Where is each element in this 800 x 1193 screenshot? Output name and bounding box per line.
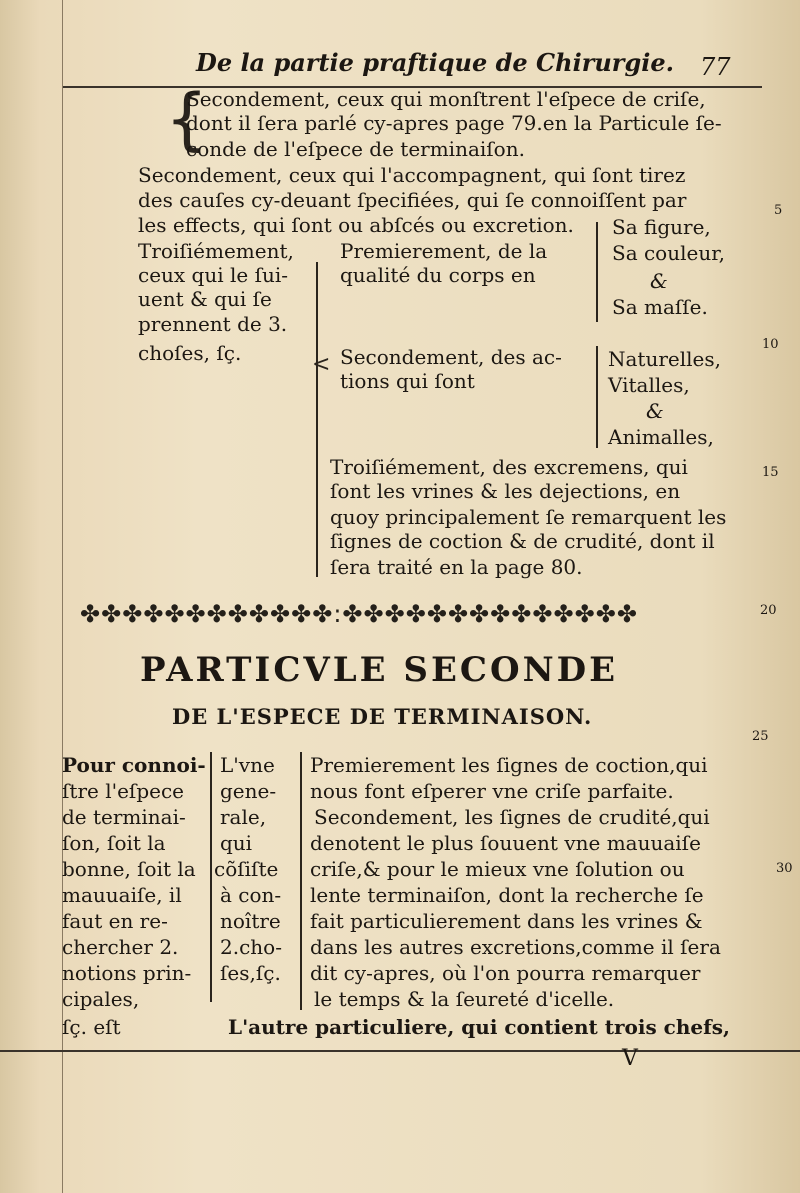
lower-left-8: chercher 2. [62, 935, 179, 959]
action-2: Vitalles, [608, 373, 690, 397]
upper-left-4: prennent de 3. [138, 312, 288, 336]
first-label-2: qualité du corps en [340, 263, 536, 287]
lower-right-10: le temps & la ſeureté d'icelle. [314, 987, 615, 1011]
upper-left-1: Troiſiémement, [138, 239, 294, 263]
upper-left-5: choſes, ſç. [138, 341, 242, 365]
lower-last-line: L'autre particuliere, qui contient trois chefs, [228, 1015, 730, 1039]
lower-left-1: Pour connoi- [62, 753, 206, 777]
third-4: ſignes de coction & de crudité, dont il [330, 529, 715, 553]
lower-mid-9: ſes,ſç. [220, 961, 281, 985]
brace-lower-right [300, 752, 302, 1010]
lower-mid-4: qui [220, 831, 253, 855]
lower-right-2: nous font eſperer vne criſe parfaite. [310, 779, 674, 803]
third-3: quoy principalement ſe remarquent les [330, 505, 727, 529]
lower-right-1: Premierement les ſignes de coction,qui [310, 753, 708, 777]
action-1: Naturelles, [608, 347, 721, 371]
lower-right-5: criſe,& pour le mieux vne ſolution ou [310, 857, 685, 881]
upper-left-3: uent & qui ſe [138, 287, 272, 311]
second-label-1: Secondement, des ac- [340, 345, 562, 369]
quality-4: Sa maſſe. [612, 295, 708, 319]
lower-mid-2: gene- [220, 779, 277, 803]
lower-left-4: ſon, ſoit la [62, 831, 166, 855]
lower-mid-1: L'vne [220, 753, 275, 777]
upper-line-1: Secondement, ceux qui monſtrent l'eſpece de criſe, [186, 87, 706, 111]
third-1: Troiſiémement, des excremens, qui [330, 455, 688, 479]
first-label-1: Premierement, de la [340, 239, 548, 263]
second-label-2: tions qui ſont [340, 369, 475, 393]
upper-line-2: dont il ſera parlé cy-apres page 79.en la Particule ſe- [186, 111, 722, 135]
brace-main-point: < [312, 352, 331, 377]
ornament-band: ✤✤✤✤✤✤✤✤✤✤✤✤:✤✤✤✤✤✤✤✤✤✤✤✤✤✤ [80, 600, 638, 628]
lower-right-6: lente terminaiſon, dont la recherche ſe [310, 883, 704, 907]
margin-number-5: 5 [774, 203, 783, 218]
lower-left-11: ſç. eſt [62, 1015, 121, 1039]
signature-mark: V [622, 1046, 638, 1071]
lower-left-6: mauuaiſe, il [62, 883, 182, 907]
action-4: Animalles, [608, 425, 714, 449]
lower-left-7: faut en re- [62, 909, 168, 933]
lower-mid-7: noître [220, 909, 281, 933]
running-title: De la partie praƒtique de Chirurgie. [196, 48, 674, 77]
page-number: 77 [700, 53, 731, 81]
margin-number-25: 25 [752, 729, 769, 744]
margin-number-30: 30 [776, 861, 793, 876]
upper-left-2: ceux qui le ſui- [138, 263, 289, 287]
lower-right-7: fait particulierement dans les vrines & [310, 909, 703, 933]
upper-line-6: les effects, qui ſont ou abſcés ou excretion. [138, 213, 574, 237]
upper-line-4: Secondement, ceux qui l'accompagnent, qui ſont tirez [138, 163, 686, 187]
lower-left-10: cipales, [62, 987, 140, 1011]
margin-number-15: 15 [762, 465, 779, 480]
quality-3: & [650, 269, 668, 293]
lower-right-4: denotent le plus ſouuent vne mauuaiſe [310, 831, 701, 855]
brace-1: { [165, 80, 209, 159]
third-5: ſera traité en la page 80. [330, 555, 583, 579]
footer-rule [0, 1050, 800, 1052]
brace-actions [596, 346, 598, 448]
section-title: PARTICVLE SECONDE [140, 650, 619, 690]
lower-right-9: dit cy-apres, où l'on pourra remarquer [310, 961, 701, 985]
upper-line-3: conde de l'eſpece de terminaiſon. [186, 137, 525, 161]
lower-left-3: de terminai- [62, 805, 186, 829]
lower-mid-8: 2.cho- [220, 935, 282, 959]
third-2: ſont les vrines & les dejections, en [330, 479, 681, 503]
brace-lower-left [210, 752, 212, 1002]
lower-right-8: dans les autres excretions,comme il ſera [310, 935, 721, 959]
action-3: & [646, 399, 664, 423]
lower-left-9: notions prin- [62, 961, 192, 985]
lower-left-5: bonne, ſoit la [62, 857, 196, 881]
lower-mid-3: rale, [220, 805, 267, 829]
upper-line-5: des cauſes cy-deuant ſpecifiées, qui ſe connoiſſent par [138, 188, 687, 212]
brace-qualities [596, 222, 598, 322]
quality-2: Sa couleur, [612, 241, 725, 265]
lower-mid-6: à con- [220, 883, 282, 907]
lower-left-2: ſtre l'eſpece [62, 779, 185, 803]
lower-right-3: Secondement, les ſignes de crudité,qui [314, 805, 710, 829]
margin-number-20: 20 [760, 603, 777, 618]
lower-mid-5: cõſiſte [214, 857, 279, 881]
section-subtitle: DE L'ESPECE DE TERMINAISON. [172, 704, 593, 729]
margin-number-10: 10 [762, 337, 779, 352]
brace-main-line [316, 262, 318, 577]
quality-1: Sa figure, [612, 215, 711, 239]
